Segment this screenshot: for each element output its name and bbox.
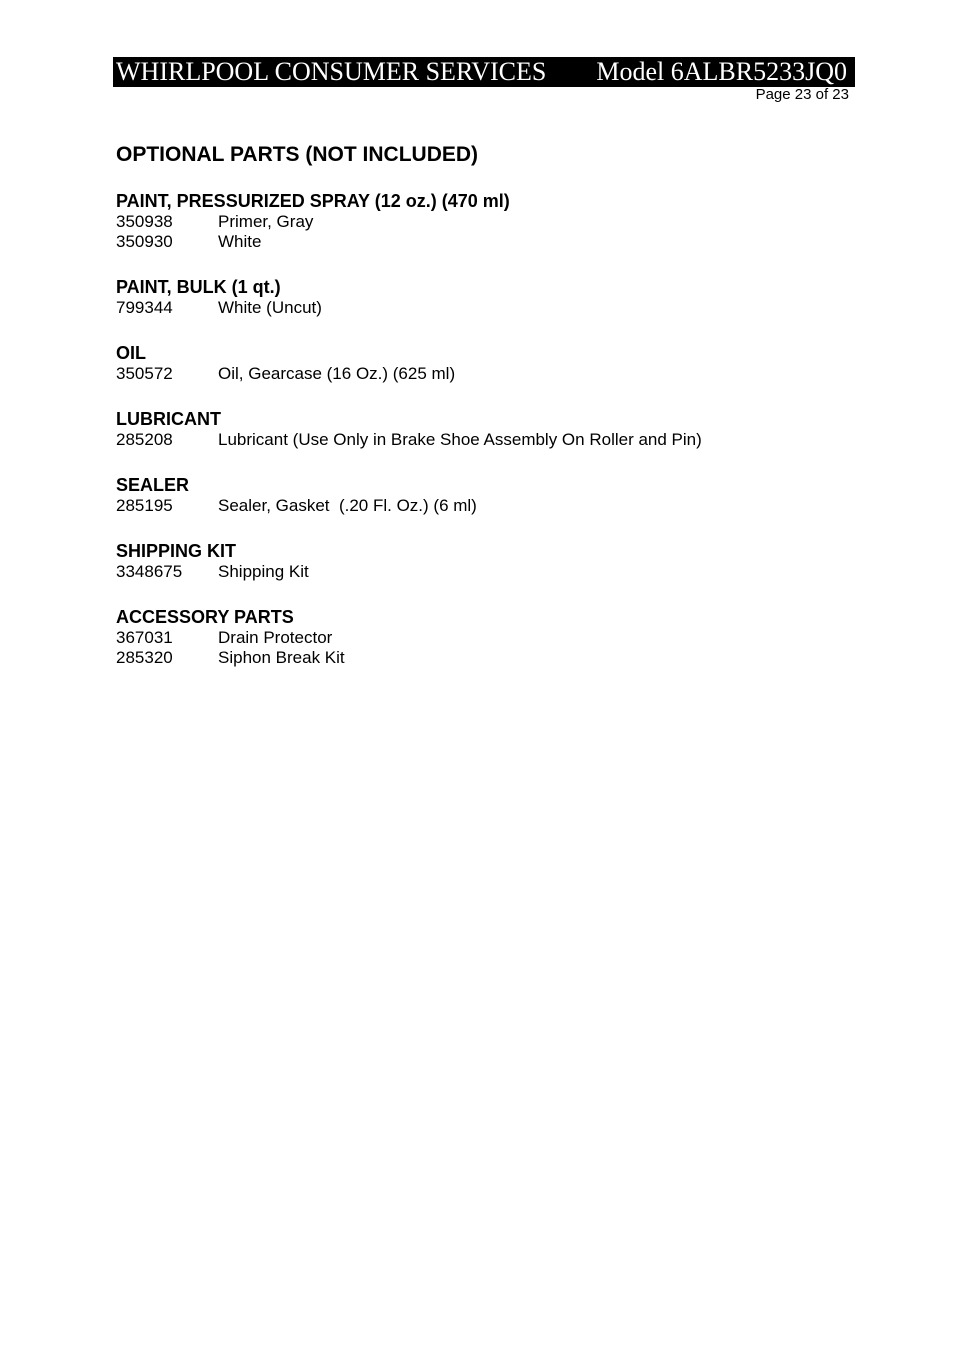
- section-paint-bulk: [116, 276, 876, 318]
- part-description: Shipping Kit: [218, 562, 309, 581]
- section-paint-spray: [116, 190, 876, 252]
- part-row: [116, 648, 876, 668]
- company-name: WHIRLPOOL CONSUMER SERVICES: [116, 57, 547, 86]
- part-row: [116, 298, 876, 318]
- model-number: Model 6ALBR5233JQ0: [596, 57, 847, 86]
- part-number: 350930: [116, 232, 173, 251]
- section-lubricant: [116, 408, 876, 450]
- part-description: Siphon Break Kit: [218, 648, 345, 667]
- part-row: [116, 232, 876, 252]
- document-header-bar: [113, 57, 855, 87]
- section-heading: PAINT, PRESSURIZED SPRAY (12 oz.) (470 ml): [116, 191, 510, 211]
- part-row: [116, 212, 876, 232]
- section-shipping-kit: [116, 540, 876, 582]
- part-number: 367031: [116, 628, 173, 647]
- part-row: [116, 562, 876, 582]
- part-description: Sealer, Gasket (.20 Fl. Oz.) (6 ml): [218, 496, 477, 515]
- part-number: 799344: [116, 298, 173, 317]
- part-description: Oil, Gearcase (16 Oz.) (625 ml): [218, 364, 456, 383]
- part-row: [116, 628, 876, 648]
- part-number: 285195: [116, 496, 173, 515]
- part-number: 350938: [116, 212, 173, 231]
- part-number: 285208: [116, 430, 173, 449]
- section-heading: OIL: [116, 343, 146, 363]
- page-number: Page 23 of 23: [755, 86, 849, 103]
- section-oil: [116, 342, 876, 384]
- part-description: White (Uncut): [218, 298, 322, 317]
- section-heading: SEALER: [116, 475, 190, 495]
- section-heading: LUBRICANT: [116, 409, 221, 429]
- section-heading: ACCESSORY PARTS: [116, 607, 294, 627]
- part-row: [116, 364, 876, 384]
- part-description: Drain Protector: [218, 628, 333, 647]
- part-row: [116, 496, 876, 516]
- part-description: Primer, Gray: [218, 212, 314, 231]
- part-number: 285320: [116, 648, 173, 667]
- section-heading: PAINT, BULK (1 qt.): [116, 277, 281, 297]
- part-number: 350572: [116, 364, 173, 383]
- section-heading: SHIPPING KIT: [116, 541, 237, 561]
- page-title: OPTIONAL PARTS (NOT INCLUDED): [116, 143, 479, 166]
- section-sealer: [116, 474, 876, 516]
- section-accessory-parts: [116, 606, 876, 668]
- part-number: 3348675: [116, 562, 183, 581]
- part-description: White: [218, 232, 262, 251]
- part-row: [116, 430, 876, 450]
- document-body: [116, 140, 876, 692]
- part-description: Lubricant (Use Only in Brake Shoe Assembly On Roller and Pin): [218, 430, 702, 449]
